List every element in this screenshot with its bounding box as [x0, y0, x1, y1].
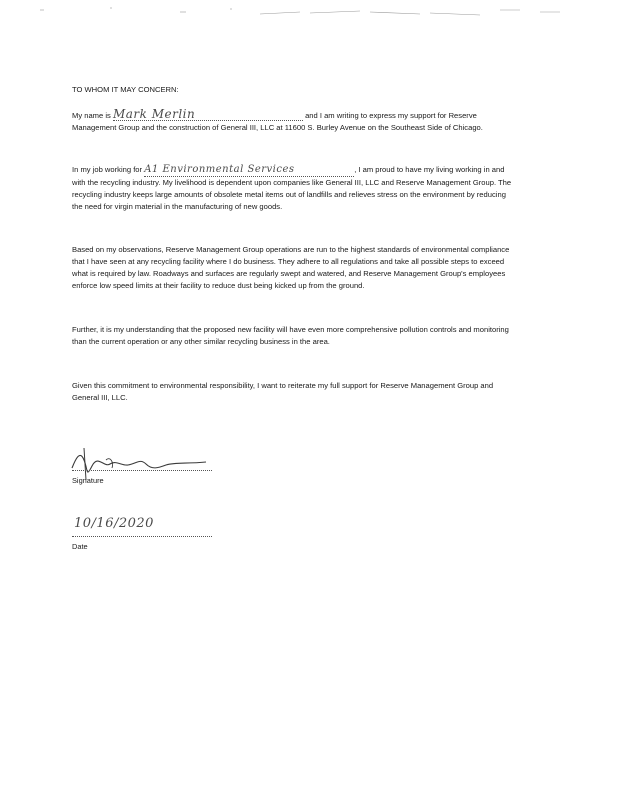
- date-label: Date: [72, 542, 88, 551]
- handwritten-date: 10/16/2020: [74, 516, 154, 531]
- handwritten-name: Mark Merlin: [113, 108, 303, 121]
- signature-label: Signature: [72, 476, 104, 485]
- greeting: TO WHOM IT MAY CONCERN:: [72, 85, 179, 94]
- paragraph-5: Given this commitment to environmental responsibility, I want to reiterate my full support for Reserve Management Group and General III, LLC.: [72, 381, 494, 402]
- paragraph-4: Further, it is my understanding that the proposed new facility will have even more comprehensive pollution controls and monitoring than the current operation or any other similar recycling business in the area.: [72, 325, 509, 346]
- signature-line: [72, 470, 212, 471]
- scan-noise-marks: [0, 0, 618, 24]
- date-line: [72, 536, 212, 537]
- paragraph-3: Based on my observations, Reserve Management Group operations are run to the highest standards of environmental compliance that I have seen at any recycling facility where I do business. They adhere to all regulations and take all possible steps to exceed what is required by law. Roadways and surfaces are regularly swept and watered, and Reserve Management Group's employees enforce low speed limits at their facility to reduce dust being kicked up from the ground.: [72, 245, 510, 290]
- para2-rest: , I am proud to have my living working in and with the recycling industry. My livelihood is dependent upon companies like General III, LLC and Reserve Management Group. The recycling industry keeps large amounts of obsolete metal items out of landfills and relieves stress on the environment by reducing the need for virgin material in the manufacturing of new goods.: [72, 165, 512, 211]
- para1-rest: and I am writing to express my support for Reserve Management Group and the construction of General III, LLC at 11600 S. Burley Avenue on the Southeast Side of Chicago.: [72, 111, 483, 132]
- handwritten-employer: A1 Environmental Services: [144, 164, 354, 177]
- para2-lead: In my job working for: [72, 165, 143, 174]
- para1-lead: My name is: [72, 111, 111, 120]
- paragraph-2: [72, 164, 512, 213]
- paragraph-1: [72, 108, 512, 134]
